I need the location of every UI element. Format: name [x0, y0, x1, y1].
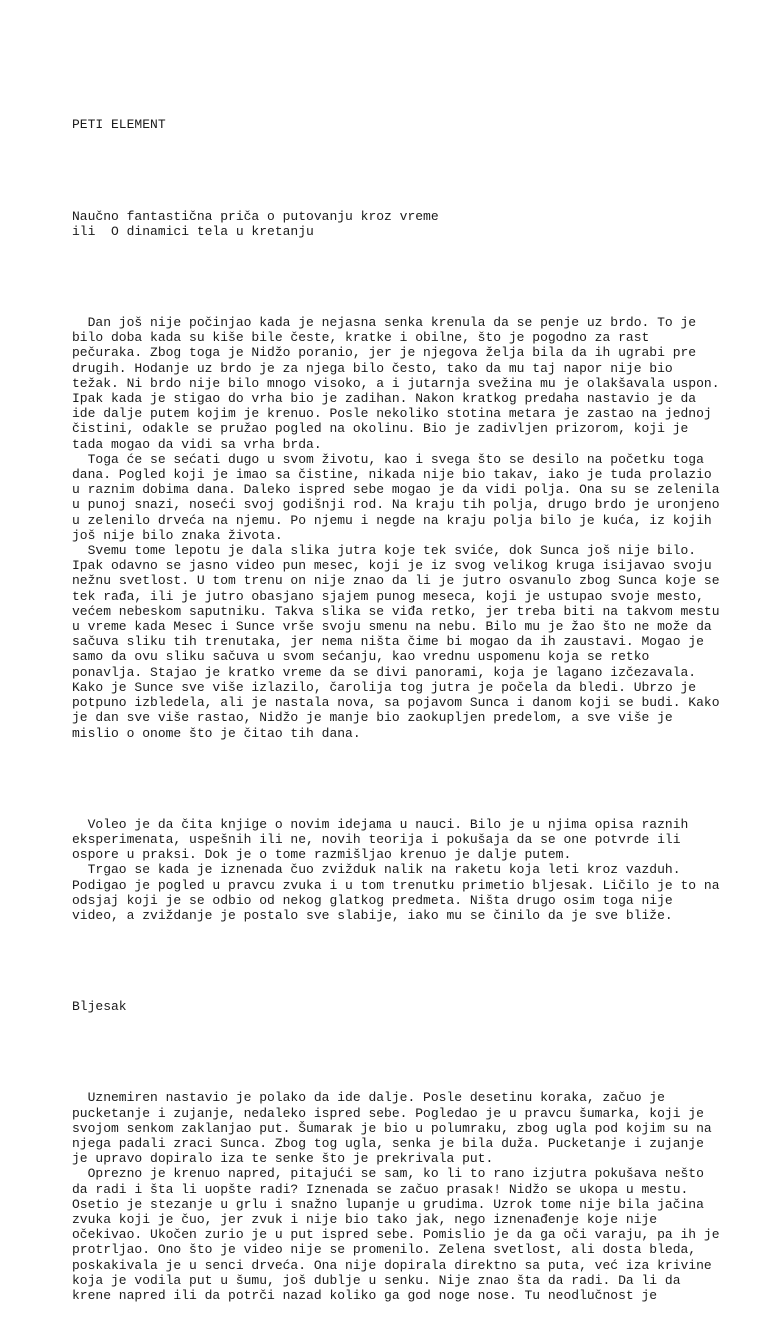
text-line: težak. Ni brdo nije bilo mnogo visoko, a i jutarnja svežina mu je olakšavala uspon. [72, 375, 720, 391]
text-line: video, a zviždanje je postalo sve slabije, iako mu se činilo da je sve bliže. [72, 907, 673, 923]
text-line: zvuka koji je čuo, jer zvuk i nije bio tako jak, nego iznenađenje koje nije [72, 1211, 658, 1227]
document-title: PETI ELEMENT [72, 117, 166, 133]
text-line: Svemu tome lepotu je dala slika jutra koje tek sviće, dok Sunca još nije bilo. [72, 543, 697, 559]
text-line: u raznim dobima dana. Daleko ispred sebe mogao je da vidi polja. Ona su se zelenila [72, 482, 720, 498]
text-line: protrljao. Ono što je video nije se promenilo. Zelena svetlost, ali dosta bleda, [72, 1242, 697, 1258]
text-line: bilo doba kada su kiše bile česte, kratke i obilne, što je pogodno za rast [72, 330, 650, 346]
document-page [72, 87, 752, 1318]
text-line: još nije bilo znaka života. [72, 527, 283, 543]
text-line: dana. Pogled koji je imao sa čistine, nikada nije bio takav, iako je tuda prolazio [72, 467, 712, 483]
spacer [72, 1045, 752, 1060]
paragraph-block-3 [72, 1090, 752, 1303]
text-line: Podigao je pogled u pravcu zvuka i u tom trenutku primetio bljesak. Ličilo je to na [72, 877, 720, 893]
text-line: tek rađa, ili je jutro obasjano sjajem punog meseca, koji je ustupao svoje mesto, [72, 588, 704, 604]
text-line: pečuraka. Zbog toga je Nidžo poranio, jer je njegova želja bila da ih ugrabi pre [72, 345, 697, 361]
text-line: odsjaj koji je se odbio od nekog glatkog predmeta. Ništa drugo osim toga nije [72, 892, 673, 908]
text-line: Ipak kada je stigao do vrha bio je zadihan. Nakon kratkog predaha nastavio je da [72, 391, 697, 407]
text-line: potpuno izbledela, ali je nastala nova, sa pojavom Sunca i danom koji se budi. Kako [72, 695, 720, 711]
text-line: u zelenilo drveća na njemu. Po njemu i negde na kraju polja bilo je kuća, iz kojih [72, 512, 712, 528]
text-line: Ipak odavno se jasno video pun mesec, koji je iz svog velikog kruga isijavao svoju [72, 558, 712, 574]
text-line: drugih. Hodanje uz brdo je za njega bilo često, tako da mu taj napor nije bio [72, 360, 673, 376]
spacer [72, 771, 752, 786]
text-line: samo da ovu sliku sačuva u svom sećanju, kao vrednu uspomenu koja se retko [72, 649, 650, 665]
text-line: Trgao se kada je iznenada čuo zvižduk nalik na raketu koja leti kroz vazduh. [72, 862, 681, 878]
text-line: mislio o onome što je čitao tih dana. [72, 725, 361, 741]
text-line: je dan sve više rastao, Nidžo je manje bio zaokupljen predelom, a sve više je [72, 710, 673, 726]
text-line: u punoj snazi, noseći svoj godišnji rod. Na kraju tih polja, drugo brdo je uronjeno [72, 497, 720, 513]
text-line: očekivao. Ukočen zurio je u put ispred sebe. Pomislio je da ga oči varaju, pa ih je [72, 1227, 720, 1243]
section-title: Bljesak [72, 999, 127, 1015]
text-line: krene napred ili da potrči nazad koliko ga god noge nose. Tu neodlučnost je [72, 1287, 658, 1303]
text-line: većem nebeskom saputniku. Takva slika se viđa retko, jer treba biti na takvom mestu [72, 603, 720, 619]
text-line: koja je vodila put u šumu, još dublje u senku. Nije znao šta da radi. Da li da [72, 1272, 681, 1288]
text-line: Dan još nije počinjao kada je nejasna senka krenula da se penje uz brdo. To je [72, 315, 697, 331]
text-line: da radi i šta li uopšte radi? Iznenada se začuo prasak! Nidžo se ukopa u mestu. [72, 1181, 689, 1197]
text-line: Kako je Sunce sve više izlazilo, čarolija tog jutra je počela da bledi. Ubrzo je [72, 679, 697, 695]
text-line: Osetio je stezanje u grlu i snažno lupanje u grudima. Uzrok tome nije bila jačina [72, 1196, 704, 1212]
text-line: poskakivala je u senci drveća. Ona nije dopirala direktno sa puta, već iza krivine [72, 1257, 712, 1273]
spacer [72, 269, 752, 284]
text-line: ide dalje putem kojim je krenuo. Posle nekoliko stotina metara je zastao na jednoj [72, 406, 712, 422]
text-line: sačuva sliku tih trenutaka, jer nema ništa čime bi mogao da ih zaustavi. Mogao je [72, 634, 704, 650]
text-line: svojom senkom zaklanjao put. Šumarak je bio u polumraku, zbog ugla pod kojim su na [72, 1120, 712, 1136]
text-line: njega padali zraci Sunca. Zbog tog ugla, senka je bila duža. Pucketanje i zujanje [72, 1135, 704, 1151]
text-line: je upravo dopiralo iza te senke što je prekrivala put. [72, 1151, 494, 1167]
text-line: Toga će se sećati dugo u svom životu, kao i svega što se desilo na početku toga [72, 451, 704, 467]
text-line: Naučno fantastična priča o putovanju kroz vreme [72, 208, 439, 224]
text-line: ospore u praksi. Dok je o tome razmišljao krenuo je dalje putem. [72, 847, 572, 863]
text-line: u vreme kada Mesec i Sunce vrše svoju smenu na nebu. Bilo mu je žao što ne može da [72, 619, 712, 635]
text-line: nežnu svetlost. U tom trenu on nije znao da li je jutro osvanulo zbog Sunca koje se [72, 573, 720, 589]
text-line: Oprezno je krenuo napred, pitajući se sam, ko li to rano izjutra pokušava nešto [72, 1166, 704, 1182]
text-line: eksperimenata, uspešnih ili ne, novih teorija i pokušaja da se one potvrde ili [72, 831, 681, 847]
document-subtitle [72, 209, 752, 239]
text-line: Uznemiren nastavio je polako da ide dalje. Posle desetinu koraka, začuo je [72, 1090, 665, 1106]
text-line: pucketanje i zujanje, nedaleko ispred sebe. Pogledao je u pravcu šumarka, koji je [72, 1105, 704, 1121]
spacer [72, 163, 752, 178]
spacer [72, 954, 752, 969]
paragraph-block-2 [72, 817, 752, 923]
text-line: tada mogao da vidi sa vrha brda. [72, 436, 322, 452]
text-line: Voleo je da čita knjige o novim idejama u nauci. Bilo je u njima opisa raznih [72, 816, 689, 832]
text-line: ili O dinamici tela u kretanju [72, 223, 314, 239]
text-line: ponavlja. Stajao je kratko vreme da se divi panorami, koja je lagano izčezavala. [72, 664, 697, 680]
paragraph-block-1 [72, 315, 752, 741]
text-line: čistini, odakle se pružao pogled na okolinu. Bio je zadivljen prizorom, koji je [72, 421, 689, 437]
